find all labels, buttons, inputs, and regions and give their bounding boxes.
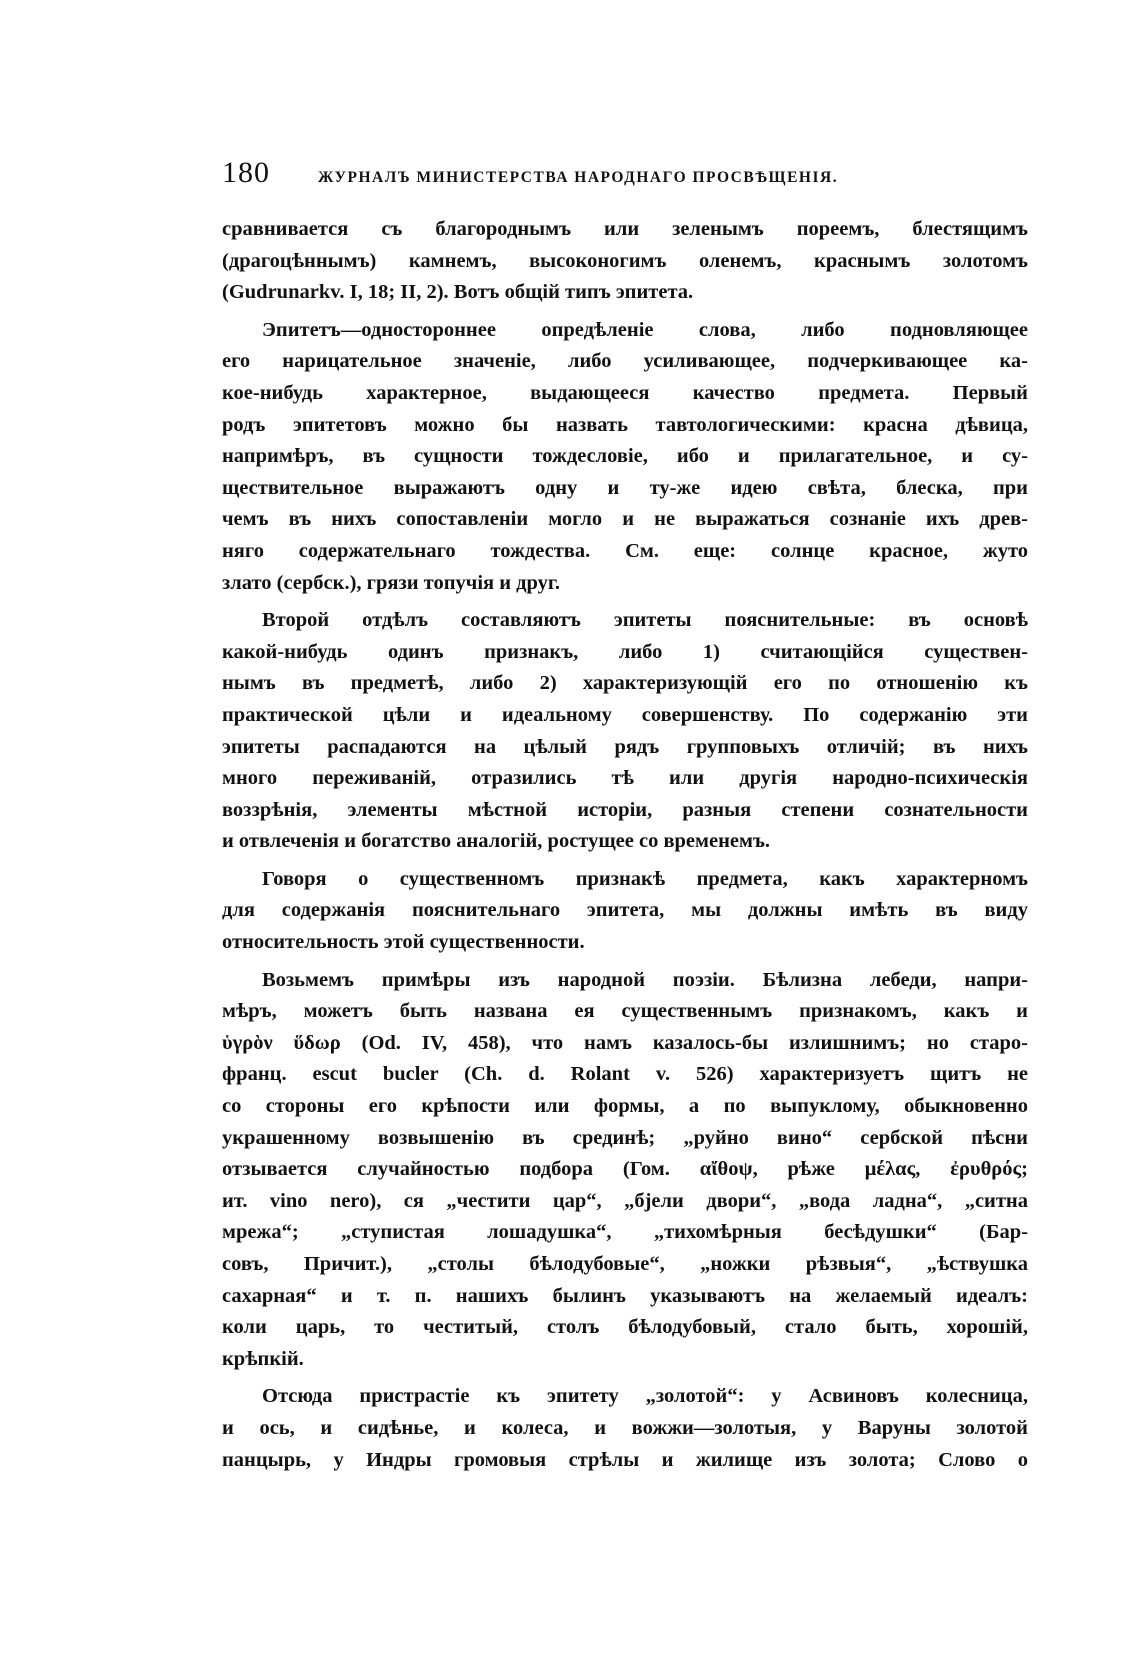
text-line: практической цѣли и идеальному совершенству. По содержанію эти [222,703,1028,726]
page-number: 180 [222,156,270,189]
text-line: эпитеты распадаются на цѣлый рядъ групповыхъ отличій; въ нихъ [222,735,1028,758]
text-line: Возьмемъ примѣры изъ народной поэзіи. Бѣлизна лебеди, напри- [262,968,1028,991]
text-line: Говоря о существенномъ признакѣ предмета, какъ характерномъ [262,867,1028,890]
text-line: украшенному возвышенію въ срединѣ; „руйно вино“ сербской пѣсни [222,1126,1028,1149]
paragraph [222,315,1028,599]
text-line: ит. vino nero), ся „честити цар“, „бјели двори“, „вода ладна“, „ситна [222,1189,1028,1212]
text-line: много переживаній, отразились тѣ или другія народно-психическія [222,767,1028,790]
text-line: мѣръ, можетъ быть названа ея существеннымъ признакомъ, какъ и [222,1000,1028,1023]
text-line: панцырь, у Индры громовыя стрѣлы и жилище изъ золота; Слово о [222,1448,1028,1471]
paragraph [222,1381,1028,1476]
text-line: ὑγρὸν ὕδωρ (Od. IV, 458), что намъ казалось-бы излишнимъ; но старо- [222,1031,1028,1054]
text-line: ществительное выражаютъ одну и ту-же идею свѣта, блеска, при [222,476,1028,499]
text-line: (драгоцѣннымъ) камнемъ, высоконогимъ оленемъ, краснымъ золотомъ [222,249,1028,272]
paragraph [222,864,1028,959]
text-line: какой-нибудь одинъ признакъ, либо 1) считающійся существен- [222,640,1028,663]
text-line: (Gudrunarkv. I, 18; II, 2). Вотъ общій типъ эпитета. [222,281,694,304]
text-line: относительность этой существенности. [222,931,585,954]
text-line: его нарицательное значеніе, либо усиливающее, подчеркивающее ка- [222,350,1028,373]
text-line: Второй отдѣлъ составляютъ эпитеты пояснительные: въ основѣ [262,609,1028,632]
text-line: коли царь, то честитый, столъ бѣлодубовый, стало быть, хорошій, [222,1316,1028,1339]
text-line: няго содержательнаго тождества. См. еще: солнце красное, жуто [222,539,1028,562]
text-line: со стороны его крѣпости или формы, а по выпуклому, обыкновенно [222,1095,1028,1118]
text-line: сахарная“ и т. п. нашихъ былинъ указываютъ на желаемый идеалъ: [222,1284,1028,1307]
text-line: нымъ въ предметѣ, либо 2) характеризующій его по отношенію къ [222,672,1028,695]
paragraph [222,214,1028,309]
paragraph [222,965,1028,1376]
text-line: Отсюда пристрастіе къ эпитету „золотой“: у Асвиновъ колесница, [262,1385,1028,1408]
text-line: совъ, Причит.), „столы бѣлодубовые“, „ножки рѣзвыя“, „ѣствушка [222,1253,1028,1275]
running-title: ЖУРНАЛЪ МИНИСТЕРСТВА НАРОДНАГО ПРОСВѢЩЕНІЯ. [318,169,839,186]
text-line: и ось, и сидѣнье, и колеса, и вожжи—золотыя, у Варуны золотой [222,1416,1028,1439]
text-line: Эпитетъ—одностороннее опредѣленіе слова, либо подновляющее [262,318,1028,341]
text-line: воззрѣнія, элементы мѣстной исторіи, разныя степени сознательности [222,798,1028,821]
text-line: для содержанія пояснительнаго эпитета, мы должны имѣть въ виду [222,899,1028,922]
page-header [222,156,1022,196]
text-line: крѣпкій. [222,1347,304,1370]
text-line: отзывается случайностью подбора (Гом. αἴθοψ, рѣже μέλας, ἐρυθρός; [222,1158,1028,1181]
text-line: родъ эпитетовъ можно бы назвать тавтологическими: красна дѣвица, [222,413,1028,436]
paragraph [222,605,1028,858]
text-line: франц. escut bucler (Ch. d. Rolant v. 526) характеризуетъ щитъ не [222,1063,1028,1086]
text-line: мрежа“; „ступистая лошадушка“, „тихомѣрныя бесѣдушки“ (Бар- [222,1221,1028,1244]
text-line: сравнивается съ благороднымъ или зеленымъ пореемъ, блестящимъ [222,218,1028,240]
text-line: злато (сербск.), грязи топучія и друг. [222,571,561,594]
body-text [222,214,1028,1476]
text-line: чемъ въ нихъ сопоставленіи могло и не выражаться сознаніе ихъ древ- [222,508,1028,531]
text-line: напримѣръ, въ сущности тождесловіе, ибо и прилагательное, и су- [222,445,1028,468]
text-line: кое-нибудь характерное, выдающееся качество предмета. Первый [222,381,1028,404]
text-line: и отвлеченія и богатство аналогій, ростущее со временемъ. [222,830,771,853]
